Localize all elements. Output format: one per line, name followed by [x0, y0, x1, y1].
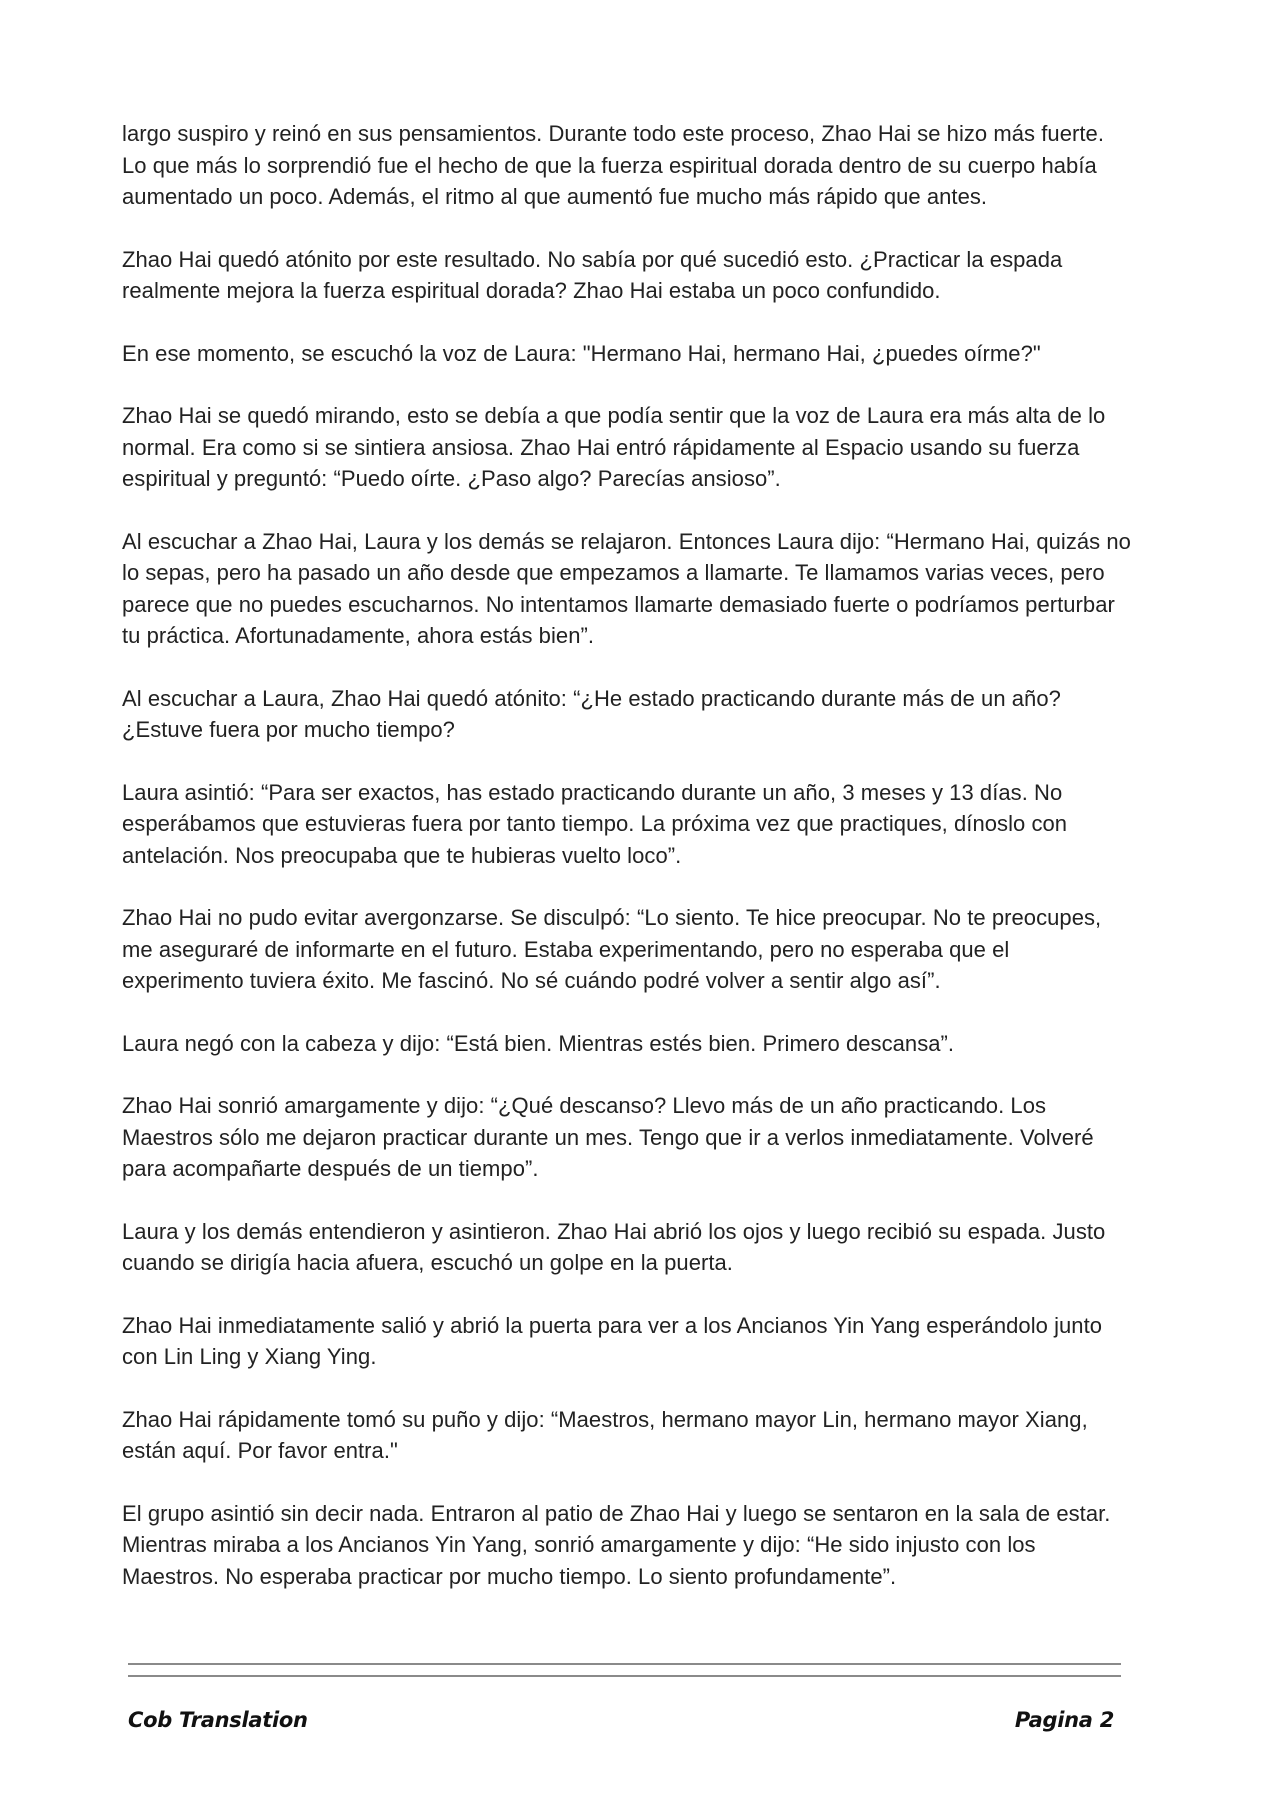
- body-text: [122, 118, 1132, 1623]
- paragraph-5: Al escuchar a Zhao Hai, Laura y los demás se relajaron. Entonces Laura dijo: “Hermano Hai, quizás no lo sepas, pero ha pasado un año desde que empezamos a llamarte. Te llamamos varias veces, pero parece que no puedes escucharnos. No intentamos llamarte demasiado fuerte o podríamos perturbar tu práctica. Afortunadamente, ahora estás bien”.: [122, 528, 1131, 648]
- paragraph-3: En ese momento, se escuchó la voz de Laura: "Hermano Hai, hermano Hai, ¿puedes oírme?": [122, 340, 1041, 366]
- paragraph-11: Laura y los demás entendieron y asintieron. Zhao Hai abrió los ojos y luego recibió su espada. Justo cuando se dirigía hacia afuera, escuchó un golpe en la puerta.: [122, 1218, 1106, 1275]
- footer-divider-top: [128, 1663, 1121, 1665]
- paragraph-12: Zhao Hai inmediatamente salió y abrió la puerta para ver a los Ancianos Yin Yang esperándolo junto con Lin Ling y Xiang Ying.: [122, 1312, 1103, 1369]
- paragraph-10: Zhao Hai sonrió amargamente y dijo: “¿Qué descanso? Llevo más de un año practicando. Los Maestros sólo me dejaron practicar durante un mes. Tengo que ir a verlos inmediatamente. Volveré para acompañarte después de un tiempo”.: [122, 1093, 1094, 1181]
- paragraph-8: Zhao Hai no pudo evitar avergonzarse. Se disculpó: “Lo siento. Te hice preocupar. No te preocupes, me aseguraré de informarte en el futuro. Estaba experimentando, pero no esperaba que el experimento tuviera éxito. Me fascinó. No sé cuándo podré volver a sentir algo así”.: [122, 905, 1102, 993]
- paragraph-2: Zhao Hai quedó atónito por este resultado. No sabía por qué sucedió esto. ¿Practicar la espada realmente mejora la fuerza espiritual dorada? Zhao Hai estaba un poco confundido.: [122, 246, 1063, 303]
- paragraph-1: largo suspiro y reinó en sus pensamientos. Durante todo este proceso, Zhao Hai se hizo más fuerte. Lo que más lo sorprendió fue el hecho de que la fuerza espiritual dorada dentro de su cuerpo había aumentado un poco. Además, el ritmo al que aumentó fue mucho más rápido que antes.: [122, 121, 1104, 209]
- paragraph-4: Zhao Hai se quedó mirando, esto se debía a que podía sentir que la voz de Laura era más alta de lo normal. Era como si se sintiera ansiosa. Zhao Hai entró rápidamente al Espacio usando su fuerza espiritual y preguntó: “Puedo oírte. ¿Paso algo? Parecías ansioso”.: [122, 403, 1106, 491]
- footer-page-number: Pagina 2: [1014, 1708, 1114, 1732]
- paragraph-13: Zhao Hai rápidamente tomó su puño y dijo: “Maestros, hermano mayor Lin, hermano mayor Xiang, están aquí. Por favor entra.": [122, 1406, 1088, 1463]
- footer-divider-bottom: [128, 1675, 1121, 1677]
- paragraph-6: Al escuchar a Laura, Zhao Hai quedó atónito: “¿He estado practicando durante más de un año? ¿Estuve fuera por mucho tiempo?: [122, 685, 1061, 742]
- paragraph-7: Laura asintió: “Para ser exactos, has estado practicando durante un año, 3 meses y 13 días. No esperábamos que estuvieras fuera por tanto tiempo. La próxima vez que practiques, dínoslo con antelación. Nos preocupaba que te hubieras vuelto loco”.: [122, 779, 1068, 868]
- paragraph-9: Laura negó con la cabeza y dijo: “Está bien. Mientras estés bien. Primero descansa”.: [122, 1030, 955, 1056]
- footer-translator-credit: Cob Translation: [128, 1708, 308, 1732]
- paragraph-14: El grupo asintió sin decir nada. Entraron al patio de Zhao Hai y luego se sentaron en la sala de estar. Mientras miraba a los Ancianos Yin Yang, sonrió amargamente y dijo: “He sido injusto con los Maestros. No esperaba practicar por mucho tiempo. Lo siento profundamente”.: [122, 1500, 1111, 1589]
